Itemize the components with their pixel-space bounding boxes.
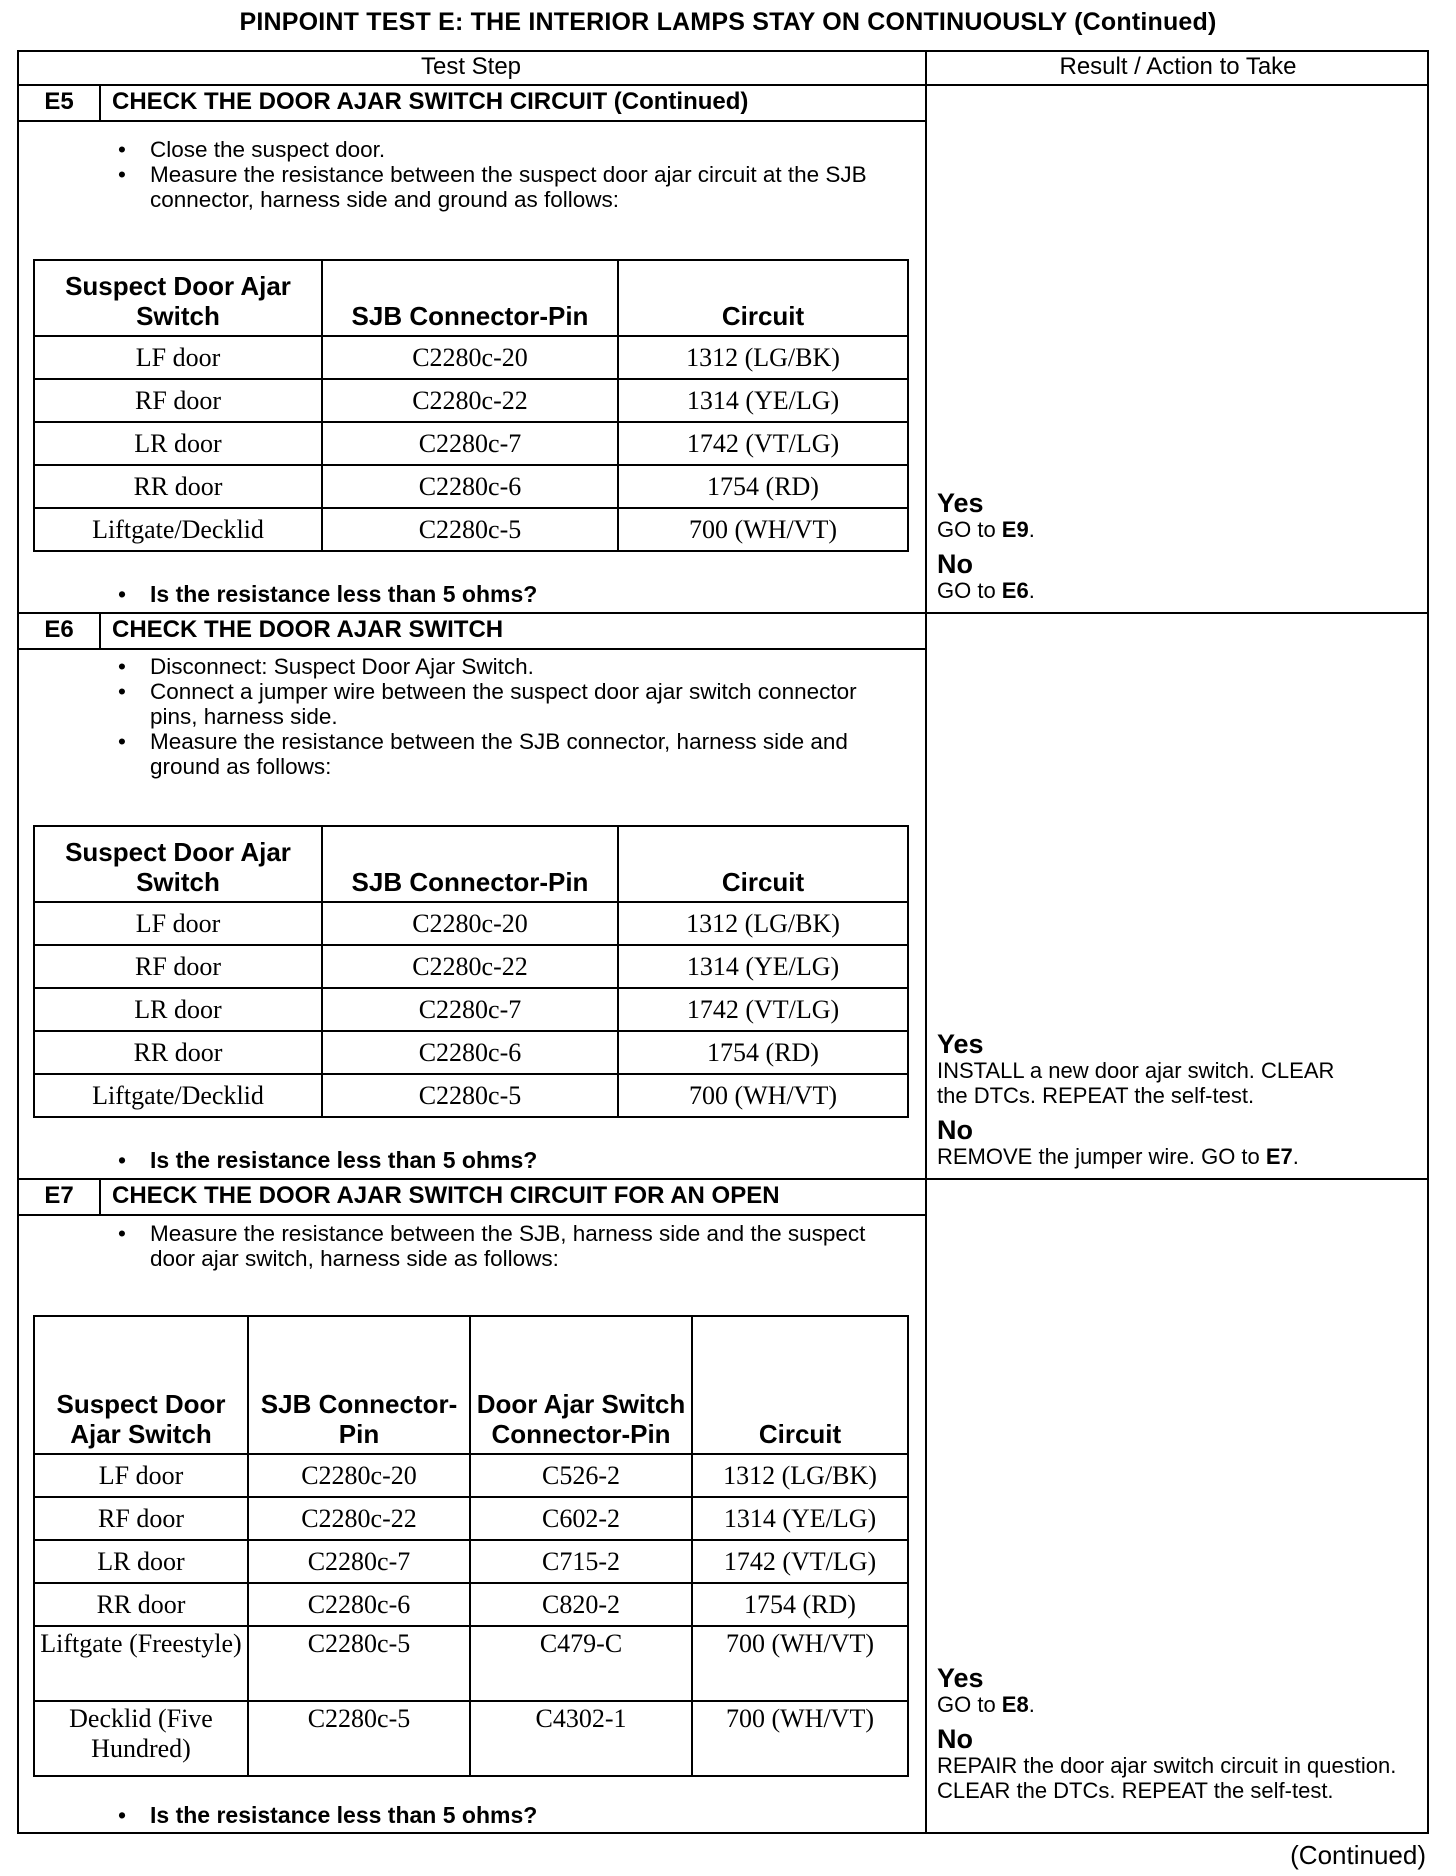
table-cell: C4302-1 xyxy=(470,1701,692,1776)
table-cell: C2280c-22 xyxy=(322,945,618,988)
table-cell: 700 (WH/VT) xyxy=(692,1626,908,1701)
table-cell: RR door xyxy=(34,1583,248,1626)
table-cell: C715-2 xyxy=(470,1540,692,1583)
step-id-e6: E6 xyxy=(44,616,74,643)
table-cell: C2280c-7 xyxy=(322,422,618,465)
table-row xyxy=(34,1701,908,1776)
e7-no-label: No xyxy=(937,1724,973,1754)
table-cell: C2280c-20 xyxy=(248,1454,470,1497)
table-cell: 1314 (YE/LG) xyxy=(618,945,908,988)
table-header: Suspect Door Ajar Switch xyxy=(34,1316,248,1454)
table-cell: Liftgate (Freestyle) xyxy=(34,1626,248,1701)
page-title: PINPOINT TEST E: THE INTERIOR LAMPS STAY ON CONTINUOUSLY (Continued) xyxy=(239,8,1217,36)
step-title-divider xyxy=(17,1214,925,1216)
e5-result xyxy=(937,489,1417,603)
table-row xyxy=(34,1583,908,1626)
table-cell: C2280c-7 xyxy=(248,1540,470,1583)
e7-resistance-table xyxy=(33,1315,909,1777)
header-result-action: Result / Action to Take xyxy=(1059,53,1297,80)
table-header: Suspect Door Ajar Switch xyxy=(34,260,322,336)
table-cell: 700 (WH/VT) xyxy=(618,1074,908,1117)
table-header: SJB Connector-Pin xyxy=(322,826,618,902)
table-row xyxy=(34,465,908,508)
table-cell: Liftgate/Decklid xyxy=(34,508,322,551)
table-cell: C2280c-6 xyxy=(322,1031,618,1074)
e7-question: • Is the resistance less than 5 ohms? xyxy=(108,1801,537,1829)
table-cell: C2280c-5 xyxy=(248,1626,470,1701)
step-id-divider xyxy=(99,84,101,121)
table-cell: LF door xyxy=(34,336,322,379)
e7-instructions xyxy=(108,1221,898,1271)
table-cell: C820-2 xyxy=(470,1583,692,1626)
table-header: Circuit xyxy=(618,260,908,336)
table-cell: LF door xyxy=(34,902,322,945)
step-ref: E8 xyxy=(1001,1692,1029,1717)
e5-no-action: GO to E6. xyxy=(937,578,1035,603)
e5-instructions xyxy=(108,137,908,212)
table-header: Door Ajar Switch Connector-Pin xyxy=(470,1316,692,1454)
step-id-divider xyxy=(99,612,101,649)
table-cell: 700 (WH/VT) xyxy=(618,508,908,551)
step-ref: E9 xyxy=(1001,517,1029,542)
column-divider xyxy=(925,50,927,1834)
e6-bullet-3: • Measure the resistance between the SJB connector, harness side and ground as follows: xyxy=(108,729,878,779)
table-cell: 1742 (VT/LG) xyxy=(692,1540,908,1583)
e5-bullet-1: • Close the suspect door. xyxy=(108,137,908,162)
step-title-e7: CHECK THE DOOR AJAR SWITCH CIRCUIT FOR AN OPEN xyxy=(112,1182,780,1209)
e6-question: • Is the resistance less than 5 ohms? xyxy=(108,1146,537,1174)
table-cell: 1754 (RD) xyxy=(618,1031,908,1074)
table-cell: C479-C xyxy=(470,1626,692,1701)
table-cell: C2280c-22 xyxy=(322,379,618,422)
table-cell: RR door xyxy=(34,1031,322,1074)
table-row xyxy=(34,1454,908,1497)
table-row xyxy=(34,336,908,379)
table-cell: RR door xyxy=(34,465,322,508)
e6-result xyxy=(937,1030,1417,1169)
step-id-divider xyxy=(99,1178,101,1215)
e5-yes-action: GO to E9. xyxy=(937,517,1035,542)
table-cell: C2280c-7 xyxy=(322,988,618,1031)
table-cell: C2280c-5 xyxy=(322,1074,618,1117)
step-title-e6: CHECK THE DOOR AJAR SWITCH xyxy=(112,616,504,643)
header-test-step: Test Step xyxy=(420,53,522,80)
table-cell: 1312 (LG/BK) xyxy=(692,1454,908,1497)
table-cell: 1742 (VT/LG) xyxy=(618,988,908,1031)
e6-yes-action: INSTALL a new door ajar switch. CLEAR the DTCs. REPEAT the self-test. xyxy=(937,1058,1335,1108)
step-title-e5: CHECK THE DOOR AJAR SWITCH CIRCUIT (Continued) xyxy=(112,88,749,115)
table-cell: 1754 (RD) xyxy=(618,465,908,508)
table-cell: C602-2 xyxy=(470,1497,692,1540)
table-cell: Liftgate/Decklid xyxy=(34,1074,322,1117)
step-ref: E6 xyxy=(1001,578,1029,603)
step-id-e5: E5 xyxy=(44,88,74,115)
table-cell: C526-2 xyxy=(470,1454,692,1497)
e6-resistance-table xyxy=(33,825,909,1118)
table-cell: RF door xyxy=(34,945,322,988)
e5-yes-label: Yes xyxy=(937,488,984,518)
e6-bullet-2: • Connect a jumper wire between the suspect door ajar switch connector pins, harness side. xyxy=(108,679,878,729)
table-cell: 1314 (YE/LG) xyxy=(618,379,908,422)
table-cell: LF door xyxy=(34,1454,248,1497)
table-row xyxy=(34,379,908,422)
continued-note: (Continued) xyxy=(1290,1840,1426,1870)
table-cell: C2280c-20 xyxy=(322,336,618,379)
table-cell: 1314 (YE/LG) xyxy=(692,1497,908,1540)
table-row xyxy=(34,1497,908,1540)
table-header: Circuit xyxy=(618,826,908,902)
table-cell: C2280c-5 xyxy=(248,1701,470,1776)
e5-no-label: No xyxy=(937,549,973,579)
table-row xyxy=(34,945,908,988)
e7-bullet-1: • Measure the resistance between the SJB, harness side and the suspect door ajar switch, harness side as follows: xyxy=(108,1221,898,1271)
e7-yes-label: Yes xyxy=(937,1663,984,1693)
table-cell: 1742 (VT/LG) xyxy=(618,422,908,465)
table-cell: 1312 (LG/BK) xyxy=(618,336,908,379)
e7-result xyxy=(937,1664,1417,1803)
e6-instructions xyxy=(108,654,878,779)
table-cell: C2280c-5 xyxy=(322,508,618,551)
table-row xyxy=(34,902,908,945)
table-row xyxy=(34,1540,908,1583)
table-header: SJB Connector-Pin xyxy=(248,1316,470,1454)
table-cell: 1312 (LG/BK) xyxy=(618,902,908,945)
table-cell: LR door xyxy=(34,422,322,465)
e6-bullet-1: • Disconnect: Suspect Door Ajar Switch. xyxy=(108,654,878,679)
step-id-e7: E7 xyxy=(44,1182,74,1209)
step-title-divider xyxy=(17,120,925,122)
table-cell: LR door xyxy=(34,1540,248,1583)
table-cell: LR door xyxy=(34,988,322,1031)
e7-yes-action: GO to E8. xyxy=(937,1692,1035,1717)
e5-bullet-2: • Measure the resistance between the suspect door ajar circuit at the SJB connector, harness side and ground as follows: xyxy=(108,162,908,212)
table-row xyxy=(34,508,908,551)
table-row xyxy=(34,1031,908,1074)
e6-no-action: REMOVE the jumper wire. GO to E7. xyxy=(937,1144,1299,1169)
table-cell: C2280c-6 xyxy=(322,465,618,508)
table-row xyxy=(34,988,908,1031)
table-header: Suspect Door Ajar Switch xyxy=(34,826,322,902)
step-title-divider xyxy=(17,648,925,650)
e5-question: • Is the resistance less than 5 ohms? xyxy=(108,580,537,608)
table-cell: C2280c-6 xyxy=(248,1583,470,1626)
table-cell: 700 (WH/VT) xyxy=(692,1701,908,1776)
table-header: SJB Connector-Pin xyxy=(322,260,618,336)
step-ref: E7 xyxy=(1265,1144,1293,1169)
table-cell: C2280c-20 xyxy=(322,902,618,945)
table-cell: Decklid (Five Hundred) xyxy=(34,1701,248,1776)
table-row xyxy=(34,1074,908,1117)
e6-yes-label: Yes xyxy=(937,1029,984,1059)
e6-no-label: No xyxy=(937,1115,973,1145)
table-cell: C2280c-22 xyxy=(248,1497,470,1540)
e7-no-action: REPAIR the door ajar switch circuit in question. CLEAR the DTCs. REPEAT the self-test. xyxy=(937,1753,1397,1803)
table-cell: RF door xyxy=(34,1497,248,1540)
table-cell: 1754 (RD) xyxy=(692,1583,908,1626)
table-row xyxy=(34,422,908,465)
table-row xyxy=(34,1626,908,1701)
e5-resistance-table xyxy=(33,259,909,552)
table-cell: RF door xyxy=(34,379,322,422)
table-header: Circuit xyxy=(692,1316,908,1454)
